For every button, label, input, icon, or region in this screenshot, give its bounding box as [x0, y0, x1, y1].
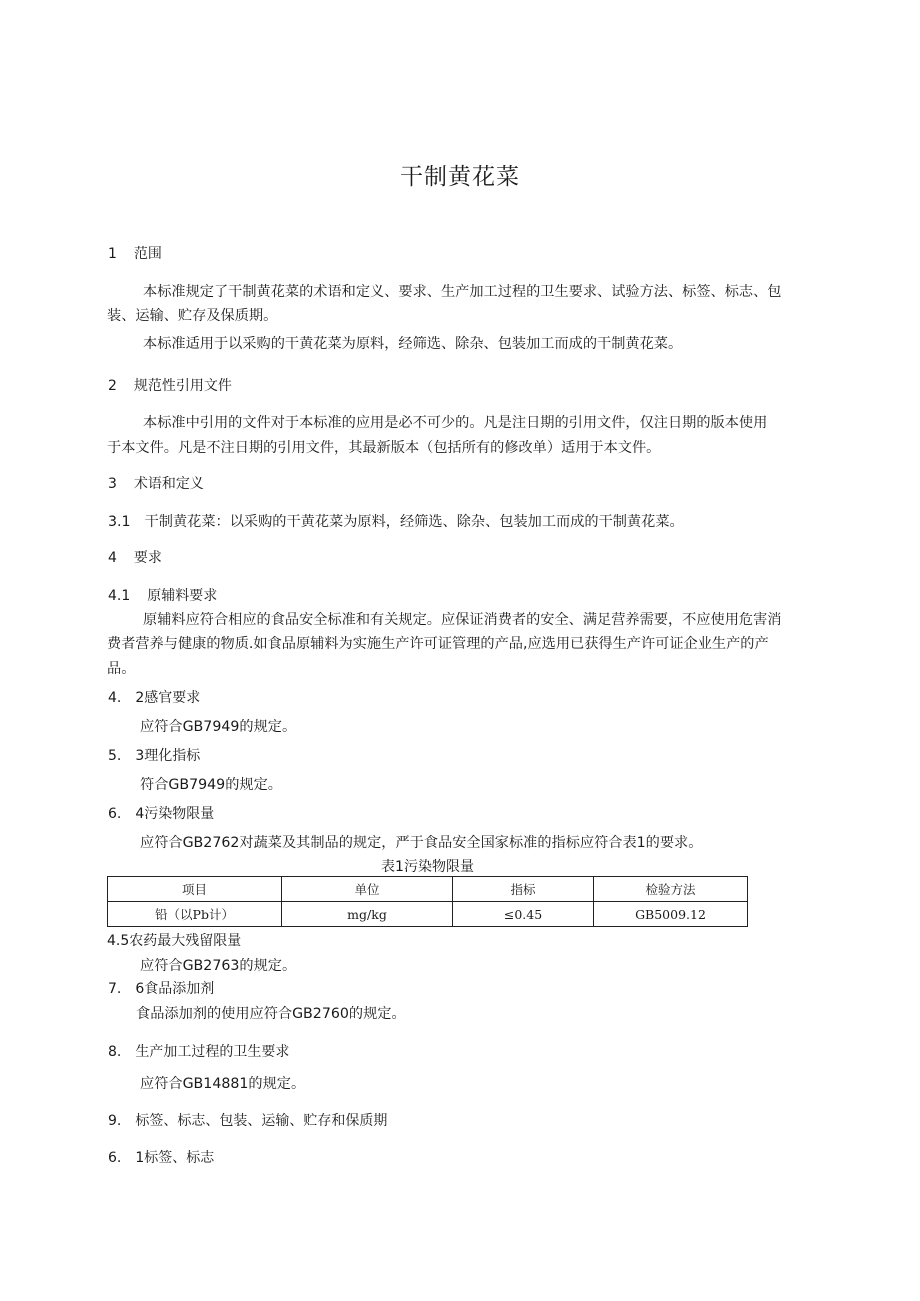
section-4-1-heading — [108, 585, 217, 605]
section-1-heading — [108, 243, 162, 263]
section-8-heading: 8. 生产加工过程的卫生要求 — [108, 1044, 290, 1060]
section-4-number: 4 — [108, 550, 117, 566]
section-2-title: 规范性引用文件 — [133, 378, 232, 394]
section-4-5-heading: 4.5农药最大残留限量 — [107, 933, 242, 949]
section-4-3-heading: 5. 3理化指标 — [108, 748, 201, 764]
table-header-unit: 单位 — [282, 877, 453, 902]
section-1-para1-line1: 本标准规定了干制黄花菜的术语和定义、要求、生产加工过程的卫生要求、试验方法、标签、标志、包 — [143, 284, 782, 300]
section-4-3-text: 符合GB7949的规定。 — [140, 777, 282, 793]
section-4-2-text: 应符合GB7949的规定。 — [140, 719, 297, 735]
table-cell-limit: ≤0.45 — [453, 902, 594, 927]
section-4-title: 要求 — [133, 550, 162, 566]
table-header-limit: 指标 — [453, 877, 594, 902]
section-8-text: 应符合GB14881的规定。 — [140, 1076, 306, 1092]
section-2-number: 2 — [108, 378, 117, 394]
section-4-heading — [108, 547, 162, 567]
section-1-number: 1 — [108, 246, 117, 262]
table-caption: 表1污染物限量 — [381, 859, 474, 875]
section-4-5-text: 应符合GB2763的规定。 — [140, 958, 297, 974]
section-4-1-line3: 品。 — [107, 661, 136, 677]
section-1-para1-line2: 装、运输、贮存及保质期。 — [107, 308, 278, 324]
section-2-para-line2: 于本文件。凡是不注日期的引用文件，其最新版本（包括所有的修改单）适用于本文件。 — [107, 440, 661, 456]
table-header-method: 检验方法 — [594, 877, 748, 902]
section-4-6-heading: 7. 6食品添加剂 — [108, 981, 215, 997]
contaminant-table — [107, 876, 748, 927]
table-cell-method: GB5009.12 — [594, 902, 748, 927]
section-3-1-number: 3.1 — [108, 514, 131, 530]
section-3-number: 3 — [108, 476, 117, 492]
section-4-1-title: 原辅料要求 — [147, 588, 218, 604]
table-header-item: 项目 — [108, 877, 282, 902]
section-4-1-line2: 费者营养与健康的物质.如食品原辅料为实施生产许可证管理的产品,应选用已获得生产许可证企业生产的产 — [107, 636, 769, 652]
section-9-heading: 9. 标签、标志、包装、运输、贮存和保质期 — [108, 1113, 388, 1129]
section-4-6-text: 食品添加剂的使用应符合GB2760的规定。 — [136, 1006, 406, 1022]
section-1-title: 范围 — [133, 246, 162, 262]
section-4-1-number: 4.1 — [108, 588, 131, 604]
section-2-para-line1: 本标准中引用的文件对于本标准的应用是必不可少的。凡是注日期的引用文件，仅注日期的版本使用 — [143, 415, 768, 431]
section-4-2-heading: 4. 2感官要求 — [108, 690, 201, 706]
table-row — [108, 902, 748, 927]
table-cell-item: 铅（以Pb计） — [108, 902, 282, 927]
section-3-1-text: 干制黄花菜：以采购的干黄花菜为原料，经筛选、除杂、包装加工而成的干制黄花菜。 — [144, 514, 684, 530]
section-4-4-text: 应符合GB2762对蔬菜及其制品的规定，严于食品安全国家标准的指标应符合表1的要求。 — [140, 835, 703, 851]
table-cell-unit: mg/kg — [282, 902, 453, 927]
section-3-heading — [108, 473, 204, 493]
page-title: 干制黄花菜 — [400, 164, 520, 190]
section-4-1-line1: 原辅料应符合相应的食品安全标准和有关规定。应保证消费者的安全、满足营养需要，不应使用危害消 — [143, 612, 782, 628]
section-2-heading — [108, 375, 232, 395]
section-1-para2: 本标准适用于以采购的干黄花菜为原料，经筛选、除杂、包装加工而成的干制黄花菜。 — [143, 336, 683, 352]
section-9-1-heading: 6. 1标签、标志 — [108, 1150, 215, 1166]
section-3-title: 术语和定义 — [133, 476, 204, 492]
section-3-1 — [108, 511, 684, 531]
section-4-4-heading: 6. 4污染物限量 — [108, 806, 215, 822]
table-header-row — [108, 877, 748, 902]
